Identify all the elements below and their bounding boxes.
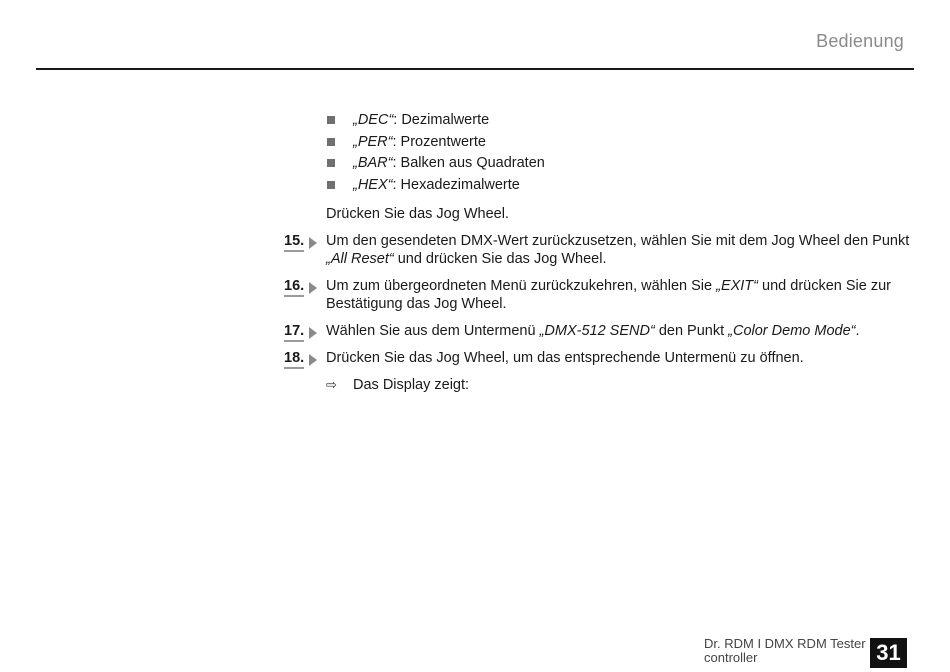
- step-18: [284, 349, 914, 367]
- step-number: 17.: [284, 322, 318, 342]
- option-term: „DEC“: [353, 112, 394, 128]
- option-description: : Prozentwerte: [392, 133, 486, 150]
- menu-item-reference: „EXIT“: [716, 278, 758, 294]
- footer-product-name: [704, 637, 866, 665]
- option-term: „PER“: [353, 133, 393, 150]
- footer-line: Dr. RDM I DMX RDM Tester: [704, 636, 866, 651]
- step-17: [284, 322, 914, 340]
- step-number: 18.: [284, 349, 318, 369]
- step-text: und drücken Sie das Jog Wheel.: [393, 251, 607, 267]
- step-number: 15.: [284, 232, 318, 252]
- step-text: Drücken Sie das Jog Wheel, um das entsprechende Untermenü zu öffnen.: [326, 350, 804, 366]
- instruction-paragraph: Drücken Sie das Jog Wheel.: [326, 206, 509, 222]
- menu-item-reference: „All Reset“: [326, 251, 394, 267]
- option-description: : Dezimalwerte: [393, 112, 490, 128]
- step-text: Um den gesendeten DMX-Wert zurückzusetzen, wählen Sie mit dem Jog Wheel den Punkt: [326, 233, 910, 249]
- step-15: [284, 232, 914, 268]
- step-text: und drücken Sie zur Bestätigung das Jog Wheel.: [326, 278, 891, 312]
- option-term: „HEX“: [353, 176, 393, 193]
- option-description: : Balken aus Quadraten: [392, 155, 545, 171]
- page-number: 31: [870, 638, 907, 668]
- step-arrow-icon: [309, 354, 317, 366]
- step-arrow-icon: [309, 282, 317, 294]
- step-text: Um zum übergeordneten Menü zurückzukehren, wählen Sie: [326, 278, 717, 294]
- step-text: den Punkt: [654, 323, 729, 339]
- list-item: [284, 154, 914, 176]
- square-bullet-icon: [327, 138, 335, 146]
- result-line: [284, 376, 914, 394]
- option-description: : Hexadezimalwerte: [392, 176, 520, 193]
- menu-item-reference: „Color Demo Mode“: [728, 323, 856, 339]
- square-bullet-icon: [327, 159, 335, 167]
- step-number: 16.: [284, 277, 318, 297]
- section-title: Bedienung: [816, 31, 904, 51]
- result-arrow-icon: ⇨: [326, 377, 337, 392]
- step-arrow-icon: [309, 327, 317, 339]
- footer-line: controller: [704, 650, 758, 665]
- menu-item-reference: „DMX-512 SEND“: [539, 323, 655, 339]
- square-bullet-icon: [327, 116, 335, 124]
- step-text: Wählen Sie aus dem Untermenü: [326, 323, 540, 339]
- result-text: Das Display zeigt:: [353, 377, 470, 393]
- step-16: [284, 277, 914, 313]
- header-divider: [36, 68, 914, 70]
- step-arrow-icon: [309, 237, 317, 249]
- list-item: [284, 111, 914, 133]
- page-content: [284, 111, 914, 394]
- square-bullet-icon: [327, 181, 335, 189]
- step-text: .: [855, 323, 860, 339]
- display-mode-list: [284, 111, 914, 197]
- option-term: „BAR“: [353, 155, 393, 171]
- list-item: [284, 133, 914, 155]
- list-item: [284, 176, 914, 198]
